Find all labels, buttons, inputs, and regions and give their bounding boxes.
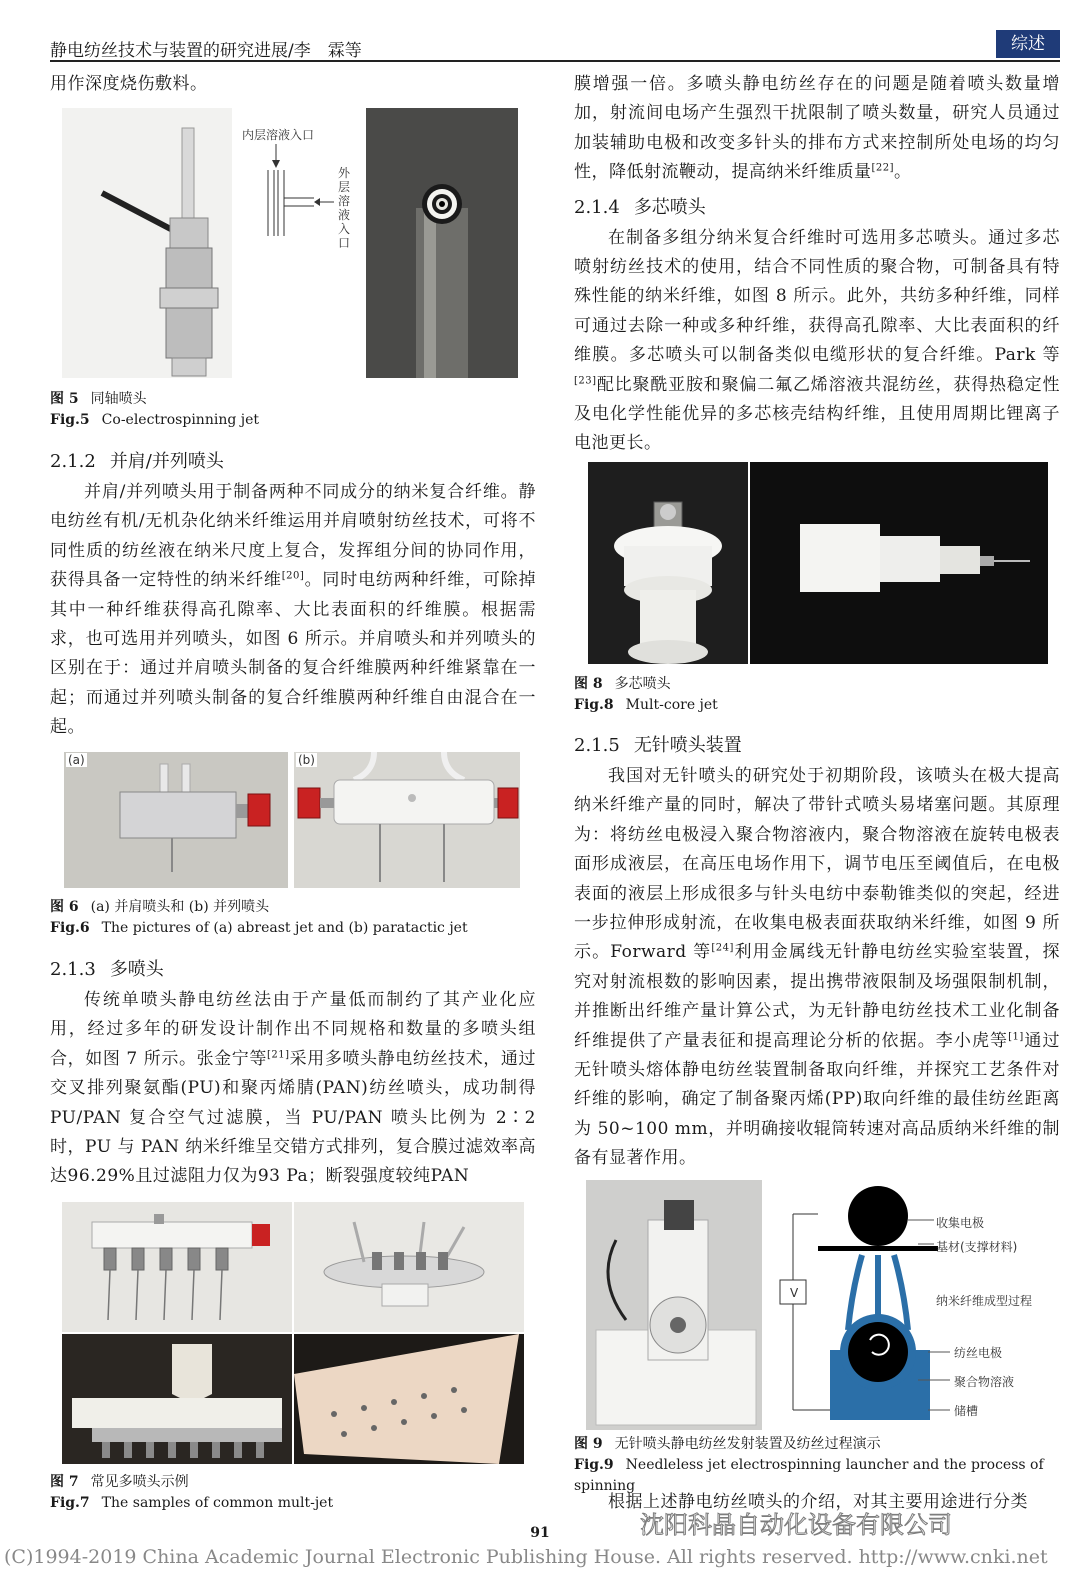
- label-tank: 储槽: [954, 1404, 979, 1418]
- figure-6: [64, 752, 520, 888]
- paragraph: [574, 224, 1060, 459]
- header-rule: [50, 60, 1060, 62]
- caption-en-number: Fig.7: [50, 1495, 90, 1511]
- paragraph: [50, 986, 536, 1192]
- caption-cn-number: 图 7: [50, 1474, 79, 1490]
- citation: [22]: [871, 162, 895, 174]
- multi-jet-photo-4: [294, 1334, 524, 1464]
- label-collector: 收集电极: [936, 1216, 985, 1230]
- abreast-jet-photo: [64, 752, 288, 888]
- figure-8: [588, 462, 1048, 664]
- caption-en: [50, 1493, 536, 1514]
- paragraph: 根据上述静电纺丝喷头的介绍，对其主要用途进行分类: [608, 1492, 1028, 1512]
- section-heading: [574, 730, 1060, 762]
- citation: [21]: [267, 1049, 290, 1061]
- citation: [20]: [281, 570, 305, 582]
- caption-cn: [50, 1472, 536, 1493]
- figure-9: [586, 1180, 1060, 1430]
- section-2-1-2: [50, 446, 536, 743]
- caption-cn: [574, 674, 1060, 695]
- label-outer-inlet: 外层溶液入口: [338, 166, 351, 250]
- citation: [23]: [574, 375, 597, 386]
- watermark: 沈阳科晶自动化设备有限公司: [640, 1511, 952, 1539]
- paratactic-jet-photo: [294, 752, 520, 888]
- coaxial-schematic: [234, 108, 364, 378]
- paragraph: [574, 762, 1060, 1174]
- label-spinning-electrode: 纺丝电极: [954, 1346, 1003, 1360]
- paragraph-text: 我国对无针喷头的研究处于初期阶段，该喷头在极大提高纳米纤维产量的同时，解决了带针式喷头易堵塞问题。其原理为：将纺丝电极浸入聚合物溶液内，聚合物溶液在旋转电极表面形成液层，在高压电场作用下，调节电压至阈值后，在电极表面的液层上形成很多与针头电纺中泰勒锥类似的突起，经进一步拉伸形成射流，在收集电极表面获取纳米纤维，如图 9 所示。Forward 等: [574, 766, 1060, 963]
- section-title: 无针喷头装置: [633, 735, 742, 756]
- page-number: 91: [530, 1525, 550, 1541]
- paragraph-text: 利用金属线无针静电纺丝实验室装置，探究对射流根数的影响因素，提出携带液限制及场强限制机制，并推断出纤维产量计算公式，为无针静电纺丝技术工业化制备纤维提供了产量表征和提高理论分析的依据。李小虎等: [574, 942, 1061, 1051]
- caption-cn-text: 无针喷头静电纺丝发射装置及纺丝过程演示: [614, 1436, 881, 1452]
- figure-5-caption: [50, 389, 536, 431]
- paragraph-text: 通过无针喷头熔体静电纺丝装置制备取向纤维，并探究工艺条件对纤维的影响，确定了制备聚丙烯(PP)取向纤维的最佳纺丝距离为 50~100 mm，并明确接收辊筒转速对高品质纳米纤维的制备有显著作用。: [574, 1030, 1061, 1169]
- caption-cn-text: (a) 并肩喷头和 (b) 并列喷头: [90, 899, 270, 915]
- citation: [1]: [1008, 1031, 1024, 1042]
- label-voltage: V: [790, 1286, 799, 1300]
- figure-8-caption: [574, 674, 1060, 716]
- multi-jet-photo-2: [294, 1202, 524, 1332]
- caption-cn: [50, 897, 536, 918]
- caption-en-text: The pictures of (a) abreast jet and (b) paratactic jet: [101, 920, 468, 936]
- tag-a: (a): [68, 753, 85, 767]
- section-heading: [574, 192, 1060, 224]
- section-2-1-3: [50, 954, 536, 1192]
- paragraph: [50, 478, 536, 743]
- figure-7: [62, 1202, 524, 1464]
- caption-en: [50, 410, 536, 431]
- paragraph-text: 。同时电纺两种纤维，可除掉其中一种纤维获得高孔隙率、大比表面积的纤维膜。根据需求，也可选用并列喷头，如图 6 所示。并肩喷头和并列喷头的区别在于：通过并肩喷头制备的复合纤维膜两种纤维紧靠在一起；而通过并列喷头制备的复合纤维膜两种纤维自由混合在一起。: [50, 570, 536, 738]
- label-inner-inlet: 内层溶液入口: [242, 128, 315, 142]
- caption-en-number: Fig.9: [574, 1457, 614, 1473]
- caption-cn-number: 图 5: [50, 391, 79, 407]
- paragraph-text: 并肩/并列喷头用于制备两种不同成分的纳米复合纤维。静电纺丝有机/无机杂化纳米纤维运用并肩喷射纺丝技术，可将不同性质的纺丝液在纳米尺度上复合，发挥组分间的协同作用，获得具备一定特性的纳米纤维: [50, 482, 536, 591]
- paragraph-text: 传统单喷头静电纺丝法由于产量低而制约了其产业化应用，经过多年的研发设计制作出不同规格和数量的多喷头组合，如图 7 所示。张金宁等: [50, 990, 536, 1069]
- caption-en-number: Fig.6: [50, 920, 90, 936]
- citation: [24]: [711, 942, 734, 954]
- tag-b: (b): [298, 753, 315, 767]
- paragraph: 用作深度烧伤敷料。: [50, 74, 208, 94]
- figure-5: [62, 108, 518, 380]
- caption-cn-text: 同轴喷头: [90, 391, 147, 407]
- left-column: [50, 70, 536, 99]
- coaxial-tip-photo: [366, 108, 518, 378]
- paragraph: [574, 70, 1060, 188]
- caption-cn-number: 图 8: [574, 676, 603, 692]
- paragraph-text: 。: [894, 162, 912, 183]
- figure-7-caption: [50, 1472, 536, 1514]
- caption-cn-number: 图 6: [50, 899, 79, 915]
- caption-en-text: Co-electrospinning jet: [101, 412, 259, 428]
- figure-6-caption: [50, 897, 536, 939]
- section-number: 2.1.3: [50, 959, 96, 980]
- label-substrate: 基材(支撑材料): [936, 1240, 1018, 1254]
- caption-cn-text: 常见多喷头示例: [90, 1474, 189, 1490]
- caption-cn-text: 多芯喷头: [614, 676, 671, 692]
- caption-cn: [50, 389, 536, 410]
- copyright-line: (C)1994-2019 China Academic Journal Electronic Publishing House. All rights reserved. http://www.cnki.net: [4, 1546, 1048, 1568]
- needleless-device-photo: [586, 1180, 762, 1430]
- paragraph-text: 采用多喷头静电纺丝技术，通过交叉排列聚氨酯(PU)和聚丙烯腈(PAN)纺丝喷头，成功制得 PU/PAN 复合空气过滤膜，当 PU/PAN 喷头比例为 2∶2时，PU 与 PAN 纳米纤维呈交错方式排列，复合膜过滤效率高达96.29%且过滤阻力仅为93 Pa；断裂强度较纯PAN: [50, 1048, 537, 1187]
- section-heading: [50, 954, 536, 986]
- section-heading: [50, 446, 536, 478]
- multicore-jet-photo-2: [750, 462, 1048, 664]
- needleless-process-diagram: [778, 1180, 1060, 1430]
- caption-en: [574, 695, 1060, 716]
- caption-en-text: Needleless jet electrospinning launcher and the process of spinning: [574, 1457, 1044, 1494]
- section-title: 并肩/并列喷头: [109, 451, 224, 472]
- section-number: 2.1.4: [574, 196, 620, 218]
- section-title: 多喷头: [109, 959, 164, 980]
- multi-jet-photo-3: [62, 1334, 292, 1464]
- multi-jet-photo-1: [62, 1202, 292, 1332]
- running-title: 静电纺丝技术与装置的研究进展/李 霖等: [50, 41, 362, 61]
- label-polymer-solution: 聚合物溶液: [954, 1375, 1015, 1389]
- caption-cn: [574, 1434, 1060, 1455]
- paragraph-text: 膜增强一倍。多喷头静电纺丝存在的问题是随着喷头数量增加，射流间电场产生强烈干扰限制了喷头数量，研究人员通过加装辅助电极和改变多针头的排布方式来控制所处电场的均匀性，降低射流鞭动，提高纳米纤维质量: [574, 74, 1060, 183]
- section-title: 多芯喷头: [633, 196, 706, 218]
- section-number: 2.1.2: [50, 451, 96, 472]
- caption-en-text: The samples of common mult-jet: [101, 1495, 334, 1511]
- section-badge: 综述: [996, 30, 1060, 58]
- caption-en-number: Fig.8: [574, 697, 614, 713]
- section-2-1-5: [574, 730, 1060, 1174]
- caption-cn-number: 图 9: [574, 1436, 603, 1452]
- caption-en-number: Fig.5: [50, 412, 90, 428]
- coaxial-needle-photo: [62, 108, 232, 378]
- section-number: 2.1.5: [574, 735, 620, 756]
- label-fiber-process: 纳米纤维成型过程: [936, 1294, 1033, 1308]
- right-column-top: [574, 70, 1060, 459]
- caption-en: [50, 918, 536, 939]
- caption-en-text: Mult-core jet: [625, 697, 718, 713]
- multicore-jet-photo-1: [588, 462, 748, 664]
- paragraph-text: 配比聚酰亚胺和聚偏二氟乙烯溶液共混纺丝，获得热稳定性及电化学性能优异的多芯核壳结构纤维，且使用周期比锂离子电池更长。: [574, 374, 1060, 454]
- paragraph-text: 在制备多组分纳米复合纤维时可选用多芯喷头。通过多芯喷射纺丝技术的使用，结合不同性质的聚合物，可制备具有特殊性能的纳米纤维，如图 8 所示。此外，共纺多种纤维，同样可通过去除一种或多种纤维，获得高孔隙率、大比表面积的纤维膜。多芯喷头可以制备类似电缆形状的复合纤维。Park 等: [574, 227, 1060, 366]
